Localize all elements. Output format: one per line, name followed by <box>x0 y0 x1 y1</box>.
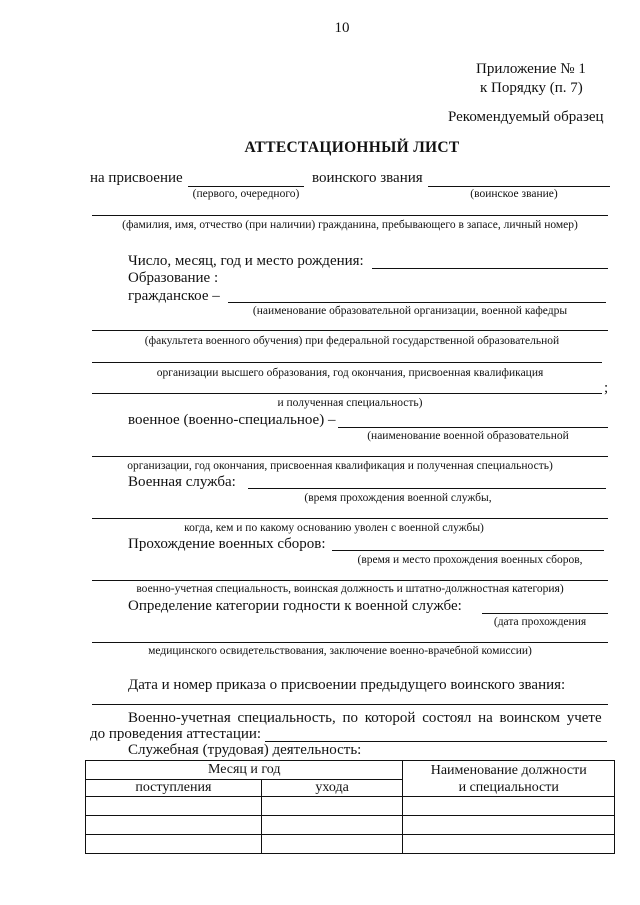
header-position-line2: и специальности <box>458 779 559 795</box>
service-caption2: когда, кем и по какому основанию уволен с военной службы) <box>184 522 484 534</box>
header-position <box>403 761 615 797</box>
table-header-row <box>86 761 615 780</box>
birth-label: Число, месяц, год и место рождения: <box>128 253 364 269</box>
service-blank[interactable] <box>248 488 606 489</box>
civil-blank[interactable] <box>228 302 606 303</box>
service-blank2[interactable] <box>92 518 608 519</box>
cell-end[interactable] <box>261 816 403 835</box>
assignment-middle: воинского звания <box>312 170 423 186</box>
civil-semicolon: ; <box>604 380 609 396</box>
military-edu-caption2: организации, год окончания, присвоенная квалификация и полученная специальность) <box>127 460 553 472</box>
fitness-blank[interactable] <box>482 613 608 614</box>
header-position-line1: Наименование должности <box>430 762 587 778</box>
document-title: АТТЕСТАЦИОННЫЙ ЛИСТ <box>244 139 460 156</box>
military-edu-caption1: (наименование военной образовательной <box>367 430 569 442</box>
military-edu-label: военное (военно-специальное) – <box>128 412 336 428</box>
civil-blank4[interactable] <box>92 393 602 394</box>
cell-position[interactable] <box>403 816 615 835</box>
training-caption2: военно-учетная специальность, воинская должность и штатно-должностная категория) <box>136 583 564 595</box>
training-label: Прохождение военных сборов: <box>128 536 326 552</box>
specialty-line1: Военно-учетная специальность, по которой состоял на воинском учете <box>128 710 602 726</box>
civil-blank3[interactable] <box>92 362 602 363</box>
page-number: 10 <box>334 20 350 36</box>
civil-caption2: (факультета военного обучения) при федеральной государственной образовательной <box>144 335 560 347</box>
civil-caption4: и полученная специальность) <box>277 397 423 409</box>
appendix-label: Приложение № 1 <box>476 61 586 77</box>
military-edu-blank[interactable] <box>338 427 608 428</box>
cell-position[interactable] <box>403 797 615 816</box>
birth-blank[interactable] <box>372 268 608 269</box>
civil-label: гражданское – <box>128 288 220 304</box>
service-label: Военная служба: <box>128 474 236 490</box>
cell-start[interactable] <box>86 816 262 835</box>
table-row <box>86 797 615 816</box>
procedure-label: к Порядку (п. 7) <box>480 80 583 96</box>
fitness-caption2: медицинского освидетельствования, заключение военно-врачебной комиссии) <box>148 645 532 657</box>
cell-start[interactable] <box>86 835 262 854</box>
table-row <box>86 835 615 854</box>
cell-end[interactable] <box>261 835 403 854</box>
fitness-label: Определение категории годности к военной службе: <box>128 598 462 614</box>
work-activity-table <box>85 760 615 854</box>
training-caption1: (время и место прохождения военных сборов, <box>357 554 583 566</box>
order-label: Дата и номер приказа о присвоении предыдущего воинского звания: <box>128 677 566 693</box>
fullname-blank[interactable] <box>92 215 608 216</box>
header-start: поступления <box>86 780 262 797</box>
caption-rank: (воинское звание) <box>470 188 558 200</box>
civil-blank2[interactable] <box>92 330 608 331</box>
specialty-line2: до проведения аттестации: <box>90 726 262 742</box>
sample-label: Рекомендуемый образец <box>448 109 604 125</box>
civil-caption1: (наименование образовательной организации, военной кафедры <box>252 305 568 317</box>
header-end: ухода <box>261 780 403 797</box>
rank-blank[interactable] <box>428 186 610 187</box>
assignment-prefix: на присвоение <box>90 170 183 186</box>
cell-position[interactable] <box>403 835 615 854</box>
work-label: Служебная (трудовая) деятельность: <box>128 742 362 758</box>
cell-start[interactable] <box>86 797 262 816</box>
civil-caption3: организации высшего образования, год окончания, присвоенная квалификация <box>156 367 544 379</box>
fitness-caption1: (дата прохождения <box>493 616 587 628</box>
fitness-blank2[interactable] <box>92 642 608 643</box>
header-month-year: Месяц и год <box>86 761 403 780</box>
military-edu-blank2[interactable] <box>92 456 608 457</box>
order-blank[interactable] <box>188 186 304 187</box>
order-number-blank[interactable] <box>92 704 608 705</box>
caption-fullname: (фамилия, имя, отчество (при наличии) гражданина, пребывающего в запасе, личный номер) <box>122 219 578 231</box>
training-blank2[interactable] <box>92 580 608 581</box>
caption-order: (первого, очередного) <box>192 188 300 200</box>
cell-end[interactable] <box>261 797 403 816</box>
table-row <box>86 816 615 835</box>
training-blank[interactable] <box>332 550 604 551</box>
education-label: Образование : <box>128 270 219 286</box>
service-caption1: (время прохождения военной службы, <box>304 492 492 504</box>
